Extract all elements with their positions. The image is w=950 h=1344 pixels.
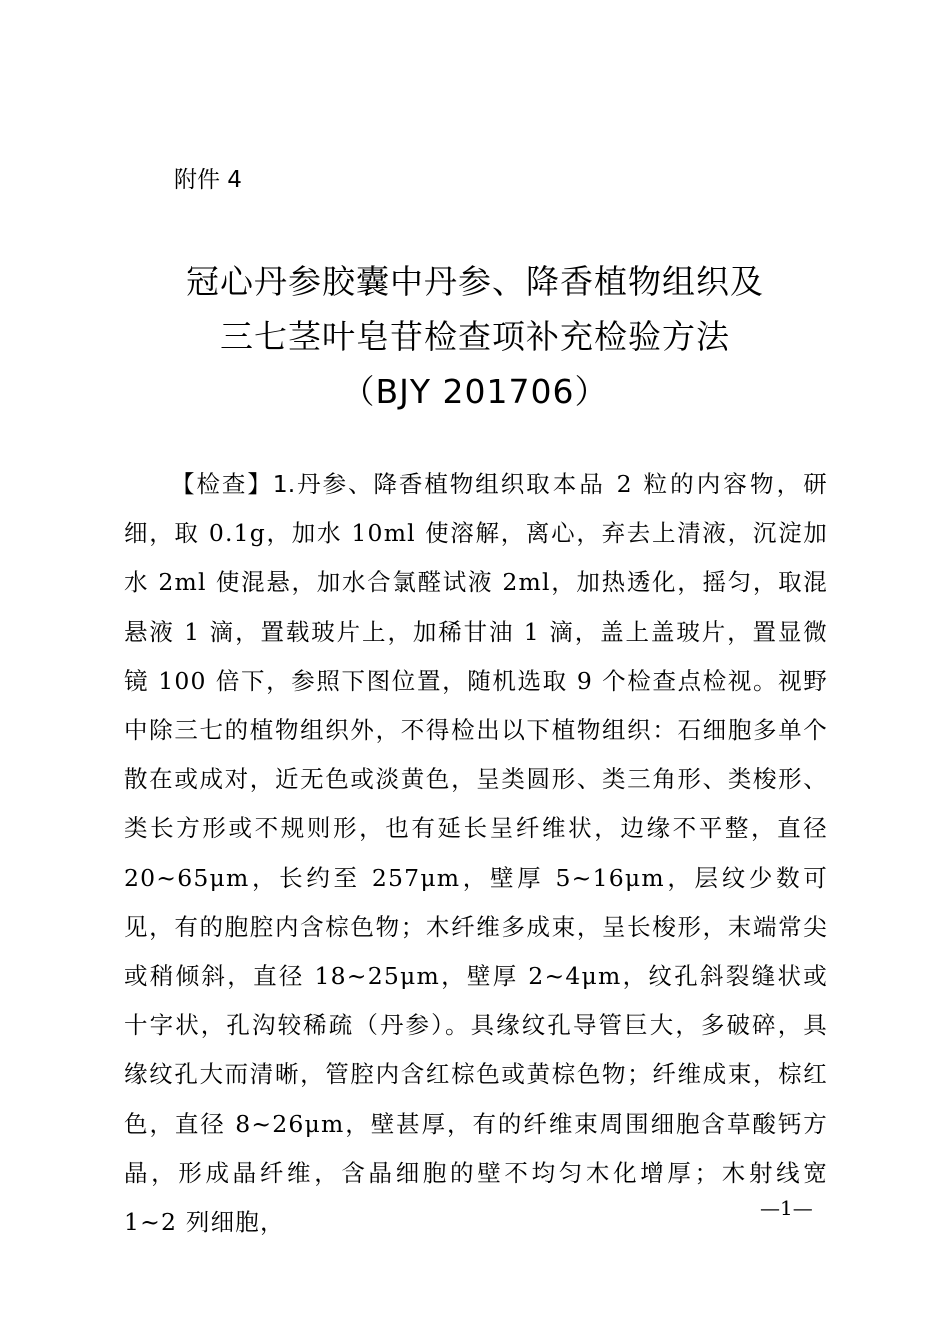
inspection-paragraph (124, 460, 828, 1247)
page-number: —1— (760, 1196, 813, 1220)
title-line-3: （BJY 201706） (341, 372, 609, 411)
document-title (0, 254, 950, 419)
attachment-label: 附件 4 (174, 167, 242, 193)
item-heading: 1.丹参、降香植物组织 (272, 470, 527, 498)
title-line-1: 冠心丹参胶囊中丹参、降香植物组织及 (186, 262, 764, 301)
title-line-2: 三七茎叶皂苷检查项补充检验方法 (220, 317, 730, 356)
paragraph-text: 取本品 2 粒的内容物，研细，取 0.1g，加水 10ml 使溶解，离心，弃去上清液，沉淀加水 2ml 使混悬，加水合氯醛试液 2ml，加热透化，摇匀，取混悬液 1 滴，置载玻片上，加稀甘油 1 滴，盖上盖玻片，置显微镜 100 倍下，参照下图位置，随机选取 9 个检查点检视。视野中除三七的植物组织外，不得检出以下植物组织：石细胞多单个散在或成对，近无色或淡黄色，呈类圆形、类三角形、类梭形、类长方形或不规则形，也有延长呈纤维状，边缘不平整，直径 20~65μm，长约至 257μm，壁厚 5~16μm，层纹少数可见，有的胞腔内含棕色物；木纤维多成束，呈长梭形，末端常尖或稍倾斜，直径 18~25μm，壁厚 2~4μm，纹孔斜裂缝状或十字状，孔沟较稀疏（丹参）。具缘纹孔导管巨大，多破碎，具缘纹孔大而清晰，管腔内含红棕色或黄棕色物；纤维成束，棕红色，直径 8~26μm，壁甚厚，有的纤维束周围细胞含草酸钙方晶，形成晶纤维，含晶细胞的壁不均匀木化增厚；木射线宽 1~2 列细胞， (124, 470, 829, 1237)
section-label: 【检查】 (171, 470, 273, 498)
